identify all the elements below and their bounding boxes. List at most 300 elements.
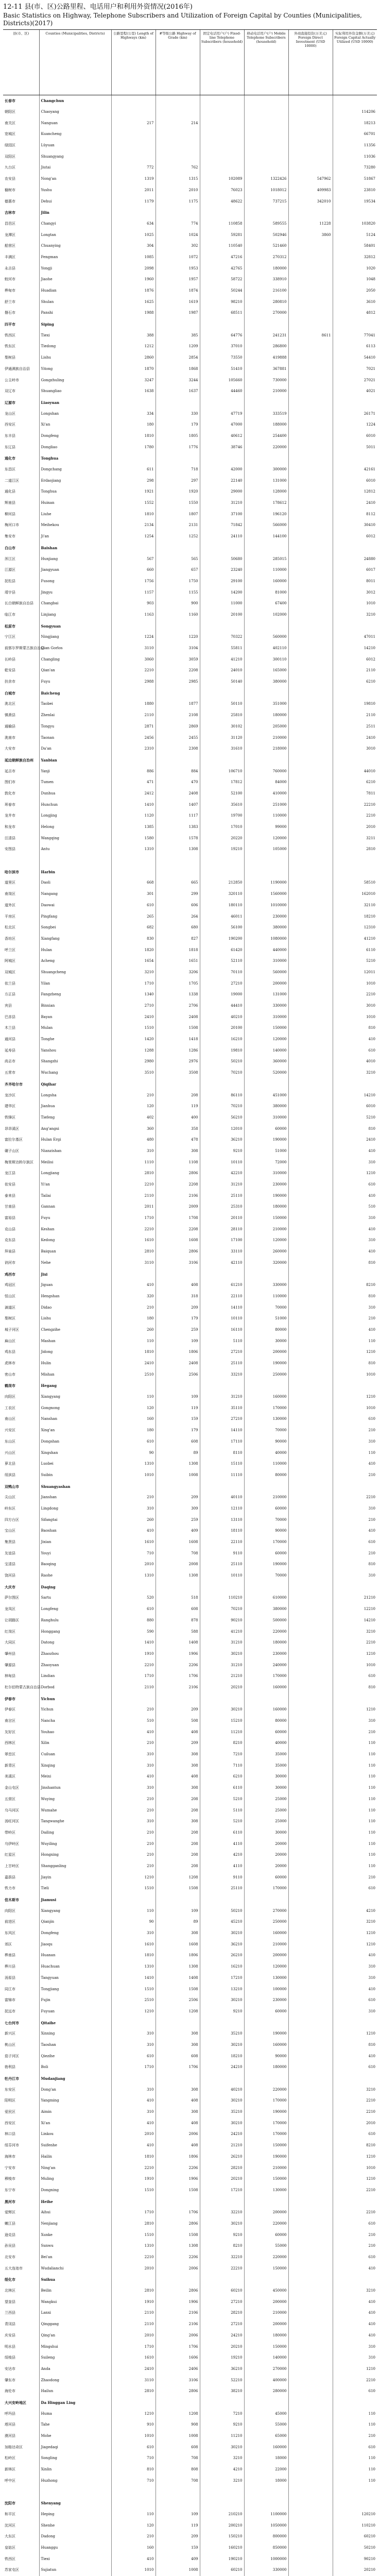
table-cell-value: 56210 xyxy=(200,1112,244,1124)
table-cell-value: 8112 xyxy=(333,509,377,520)
region-name-zh: 工农区 xyxy=(5,1405,15,1410)
table-cell-value: 2510 xyxy=(111,1995,156,2006)
table-cell-value: 110000 xyxy=(244,1459,288,1470)
table-row xyxy=(3,1179,377,1191)
table-cell-value xyxy=(244,687,288,699)
table-cell-value: 310 xyxy=(333,2341,377,2352)
table-cell-value xyxy=(156,1693,200,1704)
table-cell-value: 260 xyxy=(111,1514,156,1526)
region-name-en: Jiaohe xyxy=(39,274,111,285)
table-cell-value: 31210 xyxy=(200,498,244,509)
table-row xyxy=(3,1392,377,1403)
table-cell-value: 179 xyxy=(156,419,200,431)
table-cell-value: 13110 xyxy=(200,1514,244,1526)
table-row xyxy=(3,2274,377,2285)
table-cell-value: 402 xyxy=(111,1112,156,1124)
region-name-zh: 甘南县 xyxy=(5,1205,15,1209)
table-cell-value: 55811 xyxy=(200,643,244,654)
table-cell-value xyxy=(288,1503,333,1515)
table-cell-value: 810 xyxy=(333,1682,377,1693)
table-row xyxy=(3,1827,377,1839)
region-name-zh: 南岗区 xyxy=(5,892,15,896)
table-cell-value: 1706 xyxy=(156,1671,200,1682)
table-row xyxy=(3,777,377,788)
table-cell-value: 110 xyxy=(333,1760,377,1771)
region-name-en: Mashan xyxy=(39,1335,111,1347)
table-cell-value: 2110 xyxy=(111,1190,156,1201)
region-name-zh: 靖宇县 xyxy=(5,590,15,595)
table-cell-value: 1210 xyxy=(333,1939,377,1950)
table-cell-value: 2110 xyxy=(333,665,377,676)
region-name-en: Helong xyxy=(39,822,111,833)
region-name-zh: 杜尔伯特蒙古族自治县 xyxy=(5,1685,41,1689)
region-name-zh: 四方台区 xyxy=(5,1517,19,1522)
table-cell-value: 35000 xyxy=(244,1749,288,1760)
table-cell-value: 310000 xyxy=(244,956,288,967)
table-cell-value: 52100 xyxy=(200,788,244,800)
table-row xyxy=(3,1805,377,1816)
region-name-zh: 辉南县 xyxy=(5,501,15,505)
table-cell-value: 2806 xyxy=(156,2218,200,2230)
table-row xyxy=(3,1201,377,1213)
table-cell-value: 1868 xyxy=(156,364,200,375)
table-cell-value: 128000 xyxy=(244,486,288,498)
table-cell-value: 80000 xyxy=(244,1716,288,1727)
table-cell-value: 830 xyxy=(111,934,156,945)
table-cell-value xyxy=(244,140,288,151)
region-name-en: Shuangliao xyxy=(39,386,111,397)
table-cell-value: 19810 xyxy=(200,1045,244,1056)
table-cell-value: 2010 xyxy=(333,822,377,833)
region-name-en: Qitaihe xyxy=(39,2017,111,2028)
table-row xyxy=(3,464,377,476)
region-name-en: Ranghulu xyxy=(39,1615,111,1626)
table-cell-value: 1510 xyxy=(111,1883,156,1894)
table-cell-value: 27210 xyxy=(200,1414,244,1425)
table-cell-value xyxy=(288,509,333,520)
region-name-zh: 铁西区 xyxy=(5,333,15,337)
table-cell-value: 310 xyxy=(333,1436,377,1448)
table-cell-value: 500000 xyxy=(244,1615,288,1626)
region-name-en: Meilisi xyxy=(39,1157,111,1168)
table-cell-value xyxy=(244,1581,288,1592)
region-name-en: Suihua xyxy=(39,2274,111,2285)
region-name-en: Longshan xyxy=(39,408,111,419)
region-name-en: Lishu xyxy=(39,1313,111,1325)
region-name-en: Xinlin xyxy=(39,2464,111,2476)
region-name-zh: 肇源县 xyxy=(5,1663,15,1667)
table-row xyxy=(3,1514,377,1526)
table-cell-value: 1108 xyxy=(156,1157,200,1168)
table-cell-value: 419888 xyxy=(244,352,288,364)
region-name-zh: 松岭区 xyxy=(5,2456,15,2461)
table-cell-value: 3210 xyxy=(333,2285,377,2297)
region-name-zh: 抚远市 xyxy=(5,2009,15,2013)
region-name-zh: 依安县 xyxy=(5,1182,15,1187)
region-name-en: Meixi xyxy=(39,1771,111,1783)
table-row xyxy=(3,241,377,252)
table-cell-value: 2410 xyxy=(333,732,377,743)
table-cell-value: 410 xyxy=(111,2095,156,2107)
table-cell-value: 42210 xyxy=(200,1168,244,1179)
table-cell-value: 1510 xyxy=(111,1023,156,1034)
table-cell-value xyxy=(333,2498,377,2509)
table-cell-value xyxy=(200,151,244,162)
table-row xyxy=(3,296,377,308)
region-name-zh: 蛟河市 xyxy=(5,277,15,282)
table-cell-value xyxy=(156,319,200,330)
region-name-en: Raohe xyxy=(39,1570,111,1582)
table-cell-value: 190000 xyxy=(244,1358,288,1369)
table-row xyxy=(3,1034,377,1045)
table-row xyxy=(3,151,377,162)
table-cell-value: 1210 xyxy=(333,2028,377,2040)
region-name-zh: 加格达奇区 xyxy=(5,2445,23,2449)
table-cell-value: 30210 xyxy=(200,2218,244,2230)
column-header: 固定电话用户(户) Fixed-line Telephone Subscribers (household) xyxy=(200,30,244,95)
table-cell-value xyxy=(288,162,333,174)
table-row xyxy=(3,900,377,911)
table-cell-value: 131000 xyxy=(244,989,288,1001)
table-cell-value xyxy=(288,352,333,364)
table-cell-value xyxy=(288,2341,333,2352)
table-cell-value xyxy=(111,2486,156,2498)
table-cell-value xyxy=(288,1559,333,1570)
region-name-en: Zhenlai xyxy=(39,710,111,721)
table-row xyxy=(3,330,377,341)
table-cell-value xyxy=(333,543,377,554)
region-name-zh: 南岔区 xyxy=(5,1719,15,1723)
table-cell-value xyxy=(244,1481,288,1492)
region-name-zh: 双辽市 xyxy=(5,389,15,394)
table-cell-value: 737215 xyxy=(244,196,288,207)
table-cell-value: 508 xyxy=(156,1716,200,1727)
table-cell-value xyxy=(156,129,200,140)
table-cell-value: 310 xyxy=(111,1928,156,1939)
table-cell-value: 19700 xyxy=(200,810,244,822)
table-cell-value xyxy=(288,699,333,710)
table-cell-value: 18110 xyxy=(200,1526,244,1537)
table-cell-value: 19210 xyxy=(200,844,244,855)
table-cell-value xyxy=(288,1090,333,1101)
region-name-zh: 临江市 xyxy=(5,612,15,617)
region-name-zh: 丰满区 xyxy=(5,255,15,259)
table-cell-value: 2406 xyxy=(156,2364,200,2375)
region-name-zh: 爱民区 xyxy=(5,2110,15,2114)
table-cell-value: 2810 xyxy=(111,2285,156,2297)
region-name-zh: 红星区 xyxy=(5,1853,15,1857)
table-cell-value: 208 xyxy=(156,1838,200,1850)
table-cell-value xyxy=(288,755,333,766)
table-cell-value: 408 xyxy=(156,2140,200,2151)
table-row xyxy=(3,1101,377,1112)
table-cell-value: 119 xyxy=(156,1101,200,1112)
region-name-en: Dailing xyxy=(39,1827,111,1839)
table-cell-value: 42161 xyxy=(333,464,377,476)
region-name-zh: 安图县 xyxy=(5,847,15,852)
table-row xyxy=(3,1123,377,1134)
table-cell-value: 1957 xyxy=(156,274,200,285)
table-cell-value: 308 xyxy=(156,2084,200,2095)
table-cell-value xyxy=(288,129,333,140)
table-cell-value: 13210 xyxy=(200,1984,244,1995)
table-cell-value: 120000 xyxy=(244,1235,288,1246)
table-cell-value: 220000 xyxy=(244,2084,288,2095)
table-cell-value xyxy=(288,1872,333,1883)
column-header: #等级公路 Highway of Grade (km) xyxy=(156,30,200,95)
region-name-zh: 乌马河区 xyxy=(5,1808,19,1812)
table-row xyxy=(3,866,377,877)
table-cell-value: 110 xyxy=(333,1335,377,1347)
table-cell-value: 2210 xyxy=(111,2162,156,2174)
table-cell-value: 1420 xyxy=(111,1034,156,1045)
table-row xyxy=(3,2543,377,2554)
table-cell-value xyxy=(288,799,333,810)
table-cell-value: 1010 xyxy=(333,1659,377,1671)
region-name-zh: 宁江区 xyxy=(5,635,15,639)
table-cell-value xyxy=(111,95,156,107)
table-cell-value: 25000 xyxy=(244,1805,288,1816)
region-name-zh: 珲春市 xyxy=(5,802,15,807)
table-cell-value: 25110 xyxy=(200,1190,244,1201)
table-cell-value: 3059 xyxy=(156,654,200,665)
region-name-zh: 宝清县 xyxy=(5,1562,15,1567)
table-cell-value: 1410 xyxy=(111,1637,156,1649)
table-cell-value xyxy=(288,1894,333,1906)
table-cell-value: 610 xyxy=(111,2442,156,2453)
table-row xyxy=(3,2263,377,2274)
region-name-en: Changyi xyxy=(39,218,111,230)
table-cell-value: 566000 xyxy=(244,520,288,531)
table-cell-value xyxy=(200,207,244,218)
table-cell-value: 12812 xyxy=(333,486,377,498)
table-cell-value xyxy=(288,1481,333,1492)
table-row xyxy=(3,1604,377,1615)
table-cell-value xyxy=(244,162,288,174)
table-cell-value xyxy=(288,2028,333,2040)
table-cell-value: 1610 xyxy=(111,1537,156,1548)
table-cell-value xyxy=(200,755,244,766)
region-name-zh: 汤原县 xyxy=(5,1975,15,1980)
region-name-zh: 桦川县 xyxy=(5,1964,15,1969)
table-cell-value: 2106 xyxy=(156,2308,200,2319)
region-name-zh: 东昌区 xyxy=(5,467,15,472)
table-cell-value xyxy=(288,1805,333,1816)
table-cell-value: 2408 xyxy=(156,1011,200,1023)
region-name-zh: 海伦市 xyxy=(5,2389,15,2394)
table-cell-value xyxy=(288,2364,333,2375)
region-name-zh: 汤旺河区 xyxy=(5,1819,19,1824)
table-row xyxy=(3,1481,377,1492)
table-cell-value: 109 xyxy=(156,1335,200,1347)
table-cell-value: 90000 xyxy=(244,1526,288,1537)
table-cell-value: 30102 xyxy=(200,721,244,733)
region-name-zh: 镇赉县 xyxy=(5,713,15,718)
region-name-en: Jidong xyxy=(39,1347,111,1358)
table-cell-value xyxy=(111,2274,156,2285)
table-cell-value: 52110 xyxy=(200,956,244,967)
region-name-en: Baoqing xyxy=(39,1559,111,1570)
region-name-zh: 松北区 xyxy=(5,925,15,930)
table-cell-value: 33210 xyxy=(200,1369,244,1380)
table-cell-value: 1638 xyxy=(111,386,156,397)
table-cell-value xyxy=(288,1313,333,1325)
table-cell-value: 518 xyxy=(156,1592,200,1604)
table-cell-value: 2210 xyxy=(111,1659,156,1671)
region-name-zh: 敦化市 xyxy=(5,791,15,795)
table-row xyxy=(3,1783,377,1794)
region-name-en: Kuancheng xyxy=(39,129,111,140)
region-name-zh: 城子河区 xyxy=(5,1327,19,1332)
region-name-zh: 柳河县 xyxy=(5,512,15,516)
table-cell-value: 230000 xyxy=(244,1649,288,1660)
table-cell-value: 20110 xyxy=(200,1213,244,1224)
region-name-en: Shangzhi xyxy=(39,1056,111,1067)
region-name-en: Jiayin xyxy=(39,1872,111,1883)
table-cell-value xyxy=(288,308,333,319)
table-row xyxy=(3,643,377,654)
table-cell-value: 308 xyxy=(156,1928,200,1939)
region-name-zh: 让胡路区 xyxy=(5,1618,19,1622)
table-row xyxy=(3,475,377,486)
table-cell-value xyxy=(111,319,156,330)
region-name-en: Qing'an xyxy=(39,2330,111,2342)
table-row xyxy=(3,732,377,743)
table-cell-value xyxy=(288,922,333,934)
table-cell-value xyxy=(288,2308,333,2319)
region-name-zh: 东安区 xyxy=(5,2087,15,2092)
table-row xyxy=(3,877,377,889)
region-name-zh: 五大连池市 xyxy=(5,2266,23,2270)
table-cell-value: 80000 xyxy=(244,1325,288,1336)
table-row xyxy=(3,956,377,967)
table-cell-value: 2098 xyxy=(111,263,156,274)
column-header: 外商直接投资(万美元) Foreign Direct Investment (USD 10000) xyxy=(288,30,333,95)
table-cell-value: 30210 xyxy=(200,1704,244,1716)
region-name-zh: 长春市 xyxy=(5,98,15,104)
table-cell-value: 11036 xyxy=(333,151,377,162)
table-row xyxy=(3,2330,377,2342)
table-cell-value: 1310 xyxy=(111,1961,156,1973)
table-cell-value: 1606 xyxy=(156,2352,200,2364)
table-cell-value: 3860 xyxy=(288,229,333,241)
table-row xyxy=(3,1302,377,1313)
table-cell-value: 567 xyxy=(111,553,156,565)
region-name-en: Tiexi xyxy=(39,2553,111,2565)
table-cell-value: 6017 xyxy=(333,565,377,576)
region-name-en: Dongshan xyxy=(39,1436,111,1448)
region-name-zh: 尚志市 xyxy=(5,1059,15,1064)
region-name-zh: 富裕县 xyxy=(5,1216,15,1221)
table-row xyxy=(3,453,377,464)
table-cell-value: 20100 xyxy=(200,609,244,621)
table-cell-value: 310 xyxy=(333,1302,377,1313)
table-cell-value xyxy=(200,1380,244,1392)
region-name-zh: 图们市 xyxy=(5,780,15,785)
table-cell-value: 2456 xyxy=(111,732,156,743)
table-cell-value: 547962 xyxy=(288,174,333,185)
table-cell-value: 210 xyxy=(333,1548,377,1559)
table-cell-value: 1010 xyxy=(333,978,377,989)
table-cell-value: 410 xyxy=(333,2050,377,2062)
table-cell-value xyxy=(288,1325,333,1336)
table-cell-value xyxy=(288,889,333,900)
table-cell-value: 210 xyxy=(111,1302,156,1313)
table-cell-value: 610 xyxy=(111,1604,156,1615)
table-cell-value xyxy=(111,1079,156,1090)
region-name-en: Yangming xyxy=(39,2095,111,2107)
table-cell-value: 8210 xyxy=(333,2140,377,2151)
table-cell-value: 140000 xyxy=(244,2352,288,2364)
table-row xyxy=(3,1883,377,1894)
table-cell-value: 209 xyxy=(156,2531,200,2543)
table-row xyxy=(3,1503,377,1515)
table-row xyxy=(3,1291,377,1302)
table-cell-value: 1580 xyxy=(111,833,156,844)
region-name-zh: 金山屯区 xyxy=(5,1786,19,1790)
table-cell-value: 70000 xyxy=(244,1302,288,1313)
table-cell-value xyxy=(288,1592,333,1604)
table-cell-value: 5210 xyxy=(333,956,377,967)
table-cell-value: 60000 xyxy=(244,1123,288,1134)
table-cell-value xyxy=(288,2509,333,2520)
table-cell-value: 1190000 xyxy=(244,877,288,889)
table-cell-value xyxy=(288,1201,333,1213)
table-cell-value: 47011 xyxy=(333,632,377,643)
table-cell-value: 310 xyxy=(111,2028,156,2040)
region-name-en: Taoshan xyxy=(39,2040,111,2051)
table-cell-value: 810 xyxy=(333,1358,377,1369)
region-name-en: Youyi xyxy=(39,1548,111,1559)
table-cell-value: 9110 xyxy=(200,1548,244,1559)
table-cell-value: 11110 xyxy=(200,1470,244,1481)
region-name-zh: 龙江县 xyxy=(5,1171,15,1176)
table-cell-value: 2106 xyxy=(156,2319,200,2330)
table-cell-value xyxy=(288,2375,333,2386)
table-cell-value: 50680 xyxy=(200,553,244,565)
region-name-zh: 和平区 xyxy=(5,2512,15,2516)
region-name-en: Shenyang xyxy=(39,2498,111,2509)
region-name-en: Taobei xyxy=(39,699,111,710)
table-cell-value: 150000 xyxy=(244,2263,288,2274)
table-cell-value: 408 xyxy=(156,1280,200,1291)
table-cell-value xyxy=(288,2453,333,2464)
region-name-en: Aimin xyxy=(39,2107,111,2118)
region-name-en: Tailai xyxy=(39,1190,111,1201)
table-cell-value: 565 xyxy=(156,553,200,565)
table-cell-value: 260 xyxy=(111,1325,156,1336)
table-cell-value: 12110 xyxy=(200,1503,244,1515)
table-cell-value: 210 xyxy=(333,1726,377,1738)
table-cell-value xyxy=(156,107,200,118)
region-name-en: Qinggang xyxy=(39,2319,111,2330)
table-cell-value: 179 xyxy=(156,1425,200,1436)
region-name-en: Hunchun xyxy=(39,799,111,810)
table-cell-value: 3104 xyxy=(156,643,200,654)
table-cell-value xyxy=(288,1917,333,1928)
table-cell-value: 105000 xyxy=(244,844,288,855)
region-name-zh: 西安区 xyxy=(5,422,15,427)
table-cell-value: 200000 xyxy=(244,1347,288,1358)
region-name-zh: 伊春市 xyxy=(5,1696,15,1701)
table-cell-value xyxy=(288,1045,333,1056)
table-row xyxy=(3,1615,377,1626)
table-row xyxy=(3,520,377,531)
region-name-en: Acheng xyxy=(39,956,111,967)
table-cell-value: 12310 xyxy=(333,922,377,934)
table-row xyxy=(3,498,377,509)
table-row xyxy=(3,1011,377,1023)
